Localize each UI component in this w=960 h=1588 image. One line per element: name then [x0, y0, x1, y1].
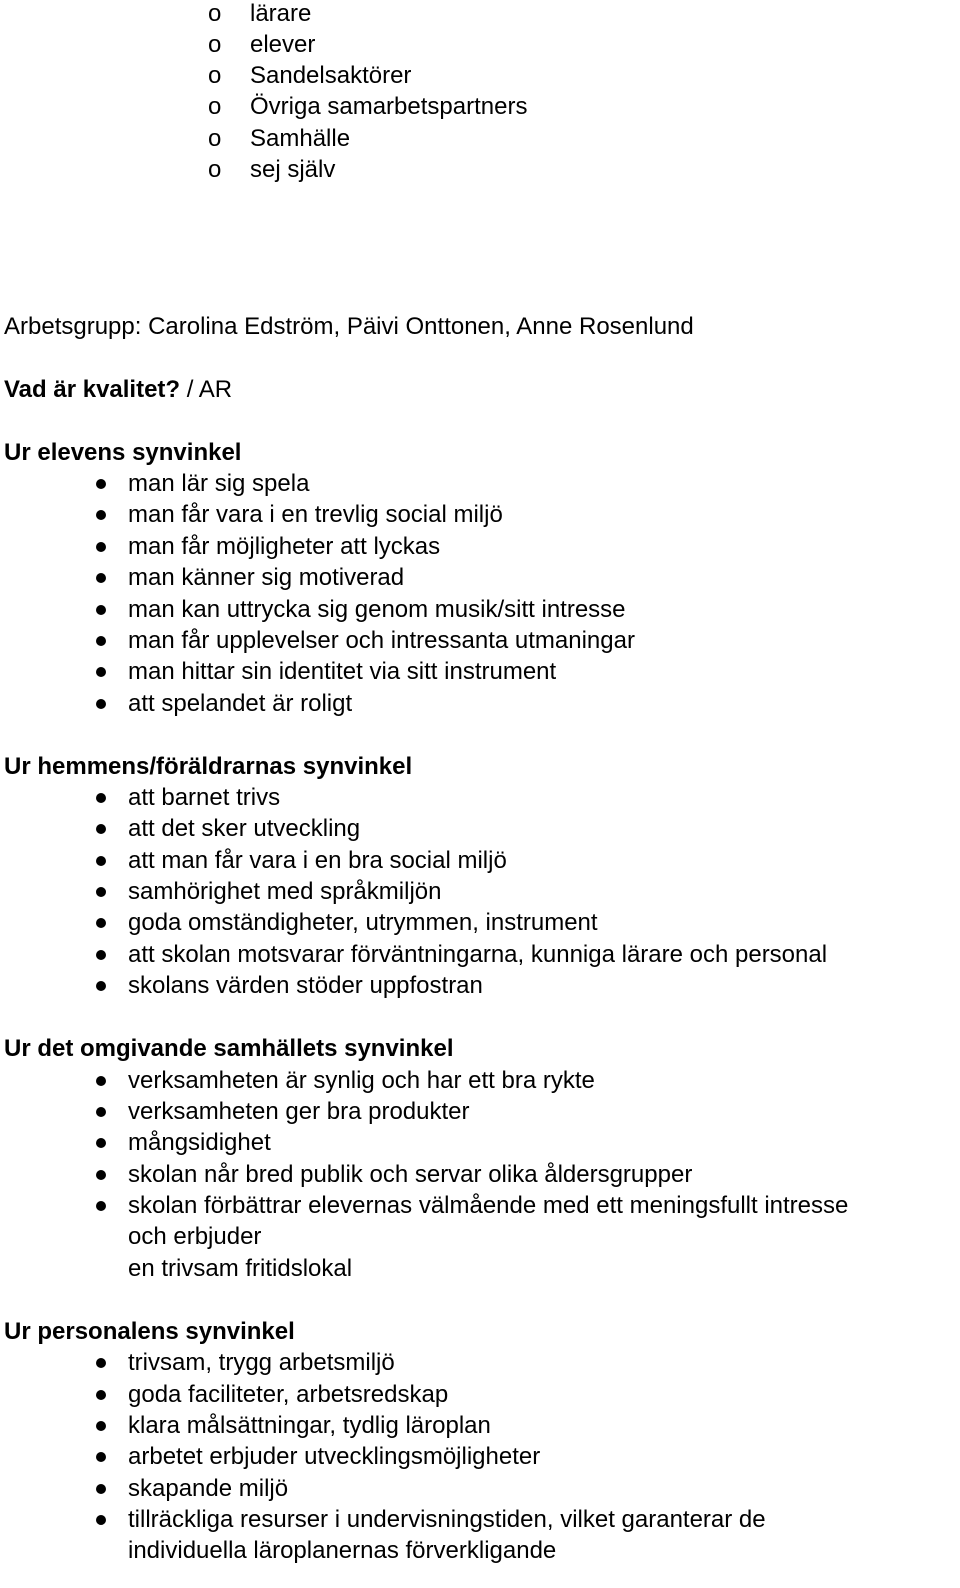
top-list-item-text: Sandelsaktörer	[250, 62, 412, 89]
list-item-text: att spelandet är roligt	[128, 690, 353, 717]
list-item-text: skapande miljö	[128, 1475, 289, 1502]
list-item-text: trivsam, trygg arbetsmiljö	[128, 1349, 395, 1376]
bullet-dot	[96, 1076, 106, 1086]
bullet-dot	[96, 981, 106, 991]
bullet-dot	[96, 1107, 106, 1117]
list-item-text: klara målsättningar, tydlig läroplan	[128, 1412, 491, 1439]
list-item-text: goda omständigheter, utrymmen, instrument	[128, 909, 598, 936]
top-list-item-text: Övriga samarbetspartners	[250, 93, 528, 120]
bullet-dot	[96, 1170, 106, 1180]
list-item-text: man får upplevelser och intressanta utmaningar	[128, 627, 635, 654]
list-item-text: verksamheten är synlig och har ett bra rykte	[128, 1067, 595, 1094]
section-heading-personal: Ur personalens synvinkel	[4, 1318, 295, 1345]
o-bullet: o	[208, 62, 222, 89]
bullet-dot	[96, 542, 106, 552]
bullet-dot	[96, 918, 106, 928]
question-line	[4, 374, 232, 405]
list-item-text: man hittar sin identitet via sitt instrument	[128, 658, 557, 685]
o-bullet: o	[208, 156, 222, 183]
bullet-dot	[96, 1201, 106, 1211]
list-item-text: man får möjligheter att lyckas	[128, 533, 441, 560]
list-item-text: arbetet erbjuder utvecklingsmöjligheter	[128, 1443, 541, 1470]
bullet-dot	[96, 636, 106, 646]
bullet-dot	[96, 856, 106, 866]
bullet-dot	[96, 1452, 106, 1462]
list-item-text: verksamheten ger bra produkter	[128, 1098, 470, 1125]
bullet-dot	[96, 1390, 106, 1400]
top-list-item-text: elever	[250, 31, 316, 58]
workgroup-line: Arbetsgrupp: Carolina Edström, Päivi Onttonen, Anne Rosenlund	[4, 313, 694, 340]
list-item-text: individuella läroplanernas förverkligande	[128, 1537, 557, 1564]
list-item-text: samhörighet med språkmiljön	[128, 878, 442, 905]
list-item-text: att skolan motsvarar förväntningarna, kunniga lärare och personal	[128, 941, 828, 968]
list-item-text: en trivsam fritidslokal	[128, 1255, 353, 1282]
list-item-text: goda faciliteter, arbetsredskap	[128, 1381, 449, 1408]
o-bullet: o	[208, 0, 222, 27]
section-heading-samhalle: Ur det omgivande samhällets synvinkel	[4, 1035, 454, 1062]
o-bullet: o	[208, 31, 222, 58]
list-item-text: man känner sig motiverad	[128, 564, 405, 591]
list-item-text: att det sker utveckling	[128, 815, 361, 842]
top-list-item-text: sej själv	[250, 156, 336, 183]
section-heading-elev: Ur elevens synvinkel	[4, 439, 242, 466]
list-item-text: skolan når bred publik och servar olika åldersgrupper	[128, 1161, 693, 1188]
top-list-item-text: Samhälle	[250, 125, 351, 152]
bullet-dot	[96, 667, 106, 677]
bullet-dot	[96, 479, 106, 489]
bullet-dot	[96, 887, 106, 897]
bullet-dot	[96, 793, 106, 803]
list-item-text: skolan förbättrar elevernas välmående med ett meningsfullt intresse	[128, 1192, 849, 1219]
bullet-dot	[96, 1515, 106, 1525]
list-item-text: man får vara i en trevlig social miljö	[128, 501, 503, 528]
question-title: Vad är kvalitet?	[4, 376, 181, 403]
bullet-dot	[96, 1358, 106, 1368]
list-item-text: att barnet trivs	[128, 784, 281, 811]
bullet-dot	[96, 605, 106, 615]
bullet-dot	[96, 1421, 106, 1431]
section-heading-hemmen: Ur hemmens/föräldrarnas synvinkel	[4, 753, 413, 780]
list-item-text: skolans värden stöder uppfostran	[128, 972, 483, 999]
bullet-dot	[96, 699, 106, 709]
list-item-text: tillräckliga resurser i undervisningstiden, vilket garanterar de	[128, 1506, 766, 1533]
bullet-dot	[96, 1484, 106, 1494]
o-bullet: o	[208, 125, 222, 152]
bullet-dot	[96, 510, 106, 520]
list-item-text: och erbjuder	[128, 1223, 262, 1250]
question-suffix: / AR	[180, 376, 233, 403]
top-list-item-text: lärare	[250, 0, 312, 27]
list-item-text: mångsidighet	[128, 1129, 271, 1156]
list-item-text: man lär sig spela	[128, 470, 310, 497]
list-item-text: att man får vara i en bra social miljö	[128, 847, 507, 874]
bullet-dot	[96, 1138, 106, 1148]
list-item-text: man kan uttrycka sig genom musik/sitt intresse	[128, 596, 626, 623]
bullet-dot	[96, 573, 106, 583]
bullet-dot	[96, 824, 106, 834]
o-bullet: o	[208, 93, 222, 120]
bullet-dot	[96, 950, 106, 960]
